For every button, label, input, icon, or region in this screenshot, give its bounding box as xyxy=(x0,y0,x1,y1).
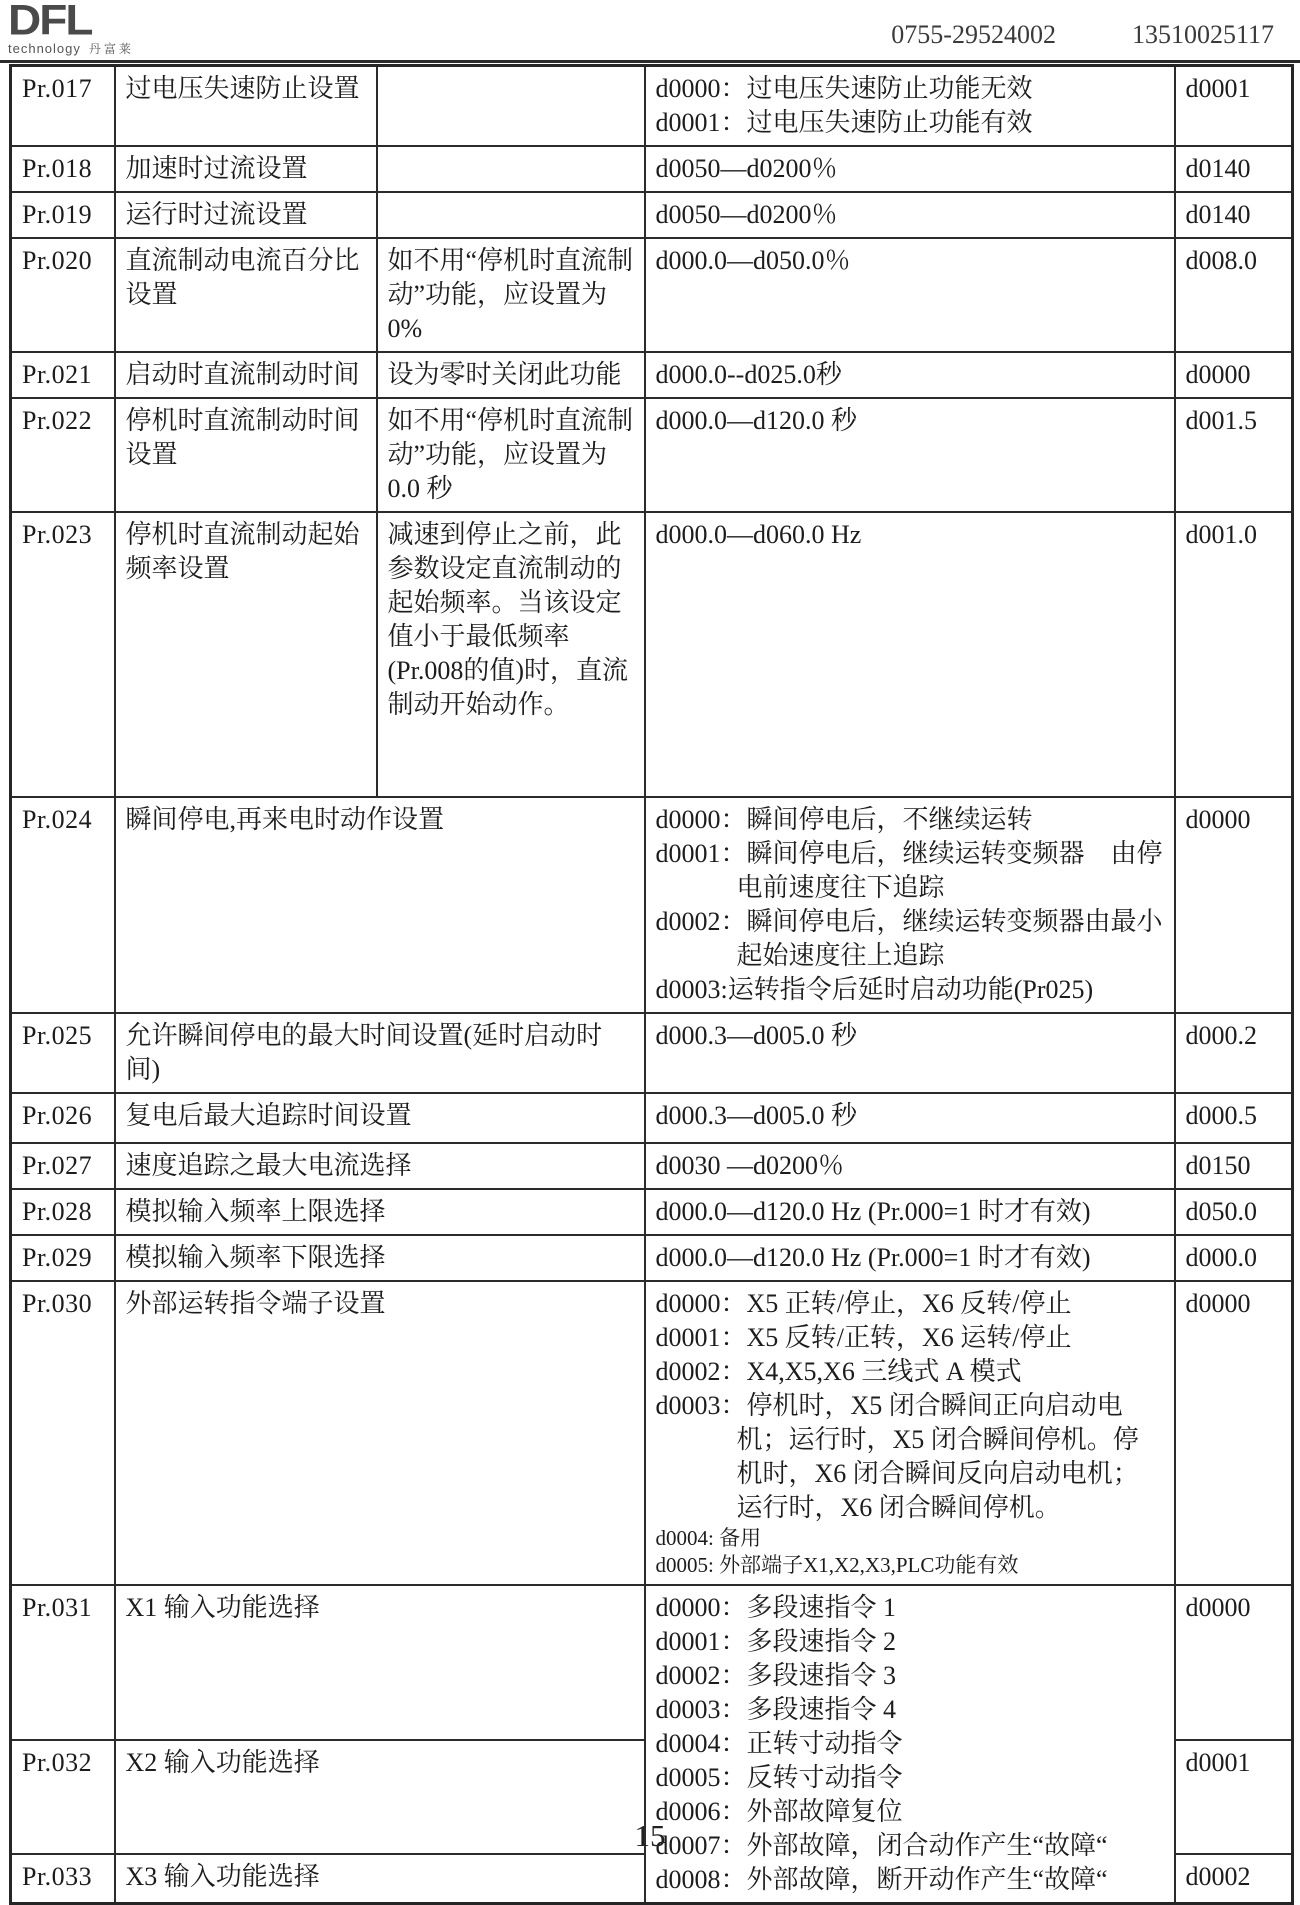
param-row-Pr.018 xyxy=(11,146,1293,192)
param-options xyxy=(645,398,1175,512)
param-options xyxy=(645,66,1175,147)
param-name: 停机时直流制动起始频率设置 xyxy=(115,512,377,797)
param-id: Pr.031 xyxy=(11,1585,115,1740)
param-default-value: d0000 xyxy=(1175,1281,1293,1585)
param-id: Pr.020 xyxy=(11,238,115,352)
option-line: d0008：外部故障，断开动作产生“故障“ xyxy=(655,1865,1108,1894)
option-line: d0007：外部故障，闭合动作产生“故障“ xyxy=(655,1831,1108,1860)
logo-tagline-en: technology xyxy=(8,41,81,56)
param-name: 复电后最大追踪时间设置 xyxy=(115,1093,645,1143)
param-options xyxy=(645,797,1175,1013)
option-line: d000.3—d005.0 秒 xyxy=(655,1101,858,1130)
option-line: d0001：过电压失速防止功能有效 xyxy=(655,108,1033,137)
param-default-value: d050.0 xyxy=(1175,1189,1293,1235)
param-id: Pr.028 xyxy=(11,1189,115,1235)
param-options xyxy=(645,146,1175,192)
param-row-Pr.027 xyxy=(11,1143,1293,1189)
option-line: d0002：X4,X5,X6 三线式 A 模式 xyxy=(655,1357,1022,1386)
param-options xyxy=(645,1013,1175,1093)
option-line: d000.0—d120.0 Hz (Pr.000=1 时才有效) xyxy=(655,1243,1091,1272)
param-default-value: d0140 xyxy=(1175,146,1293,192)
param-default-value: d000.0 xyxy=(1175,1235,1293,1281)
option-line: d0005：反转寸动指令 xyxy=(655,1763,903,1792)
param-row-Pr.019 xyxy=(11,192,1293,238)
param-name: 加速时过流设置 xyxy=(115,146,377,192)
param-row-Pr.028 xyxy=(11,1189,1293,1235)
parameter-table-body xyxy=(11,66,1293,1904)
param-options xyxy=(645,1093,1175,1143)
param-note xyxy=(377,146,645,192)
param-default-value: d000.2 xyxy=(1175,1013,1293,1093)
param-default-value: d000.5 xyxy=(1175,1093,1293,1143)
page-header xyxy=(0,0,1300,63)
param-default-value: d0001 xyxy=(1175,66,1293,147)
option-line: d0001：多段速指令 2 xyxy=(655,1627,897,1656)
param-row-Pr.021 xyxy=(11,352,1293,398)
page-footer xyxy=(0,1818,1300,1854)
param-default-value: d008.0 xyxy=(1175,238,1293,352)
param-name: 模拟输入频率上限选择 xyxy=(115,1189,645,1235)
param-options xyxy=(645,238,1175,352)
param-options xyxy=(645,512,1175,797)
param-row-Pr.030 xyxy=(11,1281,1293,1585)
param-row-Pr.031 xyxy=(11,1585,1293,1740)
param-note: 减速到停止之前，此参数设定直流制动的起始频率。当该设定值小于最低频率(Pr.008的值)时，直流制动开始动作。 xyxy=(377,512,645,797)
param-row-Pr.020 xyxy=(11,238,1293,352)
contact-phones xyxy=(891,20,1274,50)
param-default-value: d001.0 xyxy=(1175,512,1293,797)
param-default-value: d0000 xyxy=(1175,1585,1293,1740)
param-id: Pr.022 xyxy=(11,398,115,512)
option-line: d0001：X5 反转/正转，X6 运转/停止 xyxy=(655,1323,1072,1352)
param-name: 启动时直流制动时间 xyxy=(115,352,377,398)
param-default-value: d0000 xyxy=(1175,352,1293,398)
option-line: d0003:运转指令后延时启动功能(Pr025) xyxy=(655,975,1094,1004)
param-name: 允许瞬间停电的最大时间设置(延时启动时间) xyxy=(115,1013,645,1093)
param-options xyxy=(645,1281,1175,1585)
option-line: d0000：多段速指令 1 xyxy=(655,1593,897,1622)
option-line: d000.0—d050.0％ xyxy=(655,246,851,275)
option-line: d0002：多段速指令 3 xyxy=(655,1661,897,1690)
param-id: Pr.024 xyxy=(11,797,115,1013)
param-id: Pr.032 xyxy=(11,1740,115,1854)
option-line: d0001：瞬间停电后，继续运转变频器 由停电前速度往下追踪 xyxy=(655,839,1163,902)
param-id: Pr.027 xyxy=(11,1143,115,1189)
option-line: d0030 —d0200％ xyxy=(655,1151,845,1180)
param-note: 设为零时关闭此功能 xyxy=(377,352,645,398)
param-note xyxy=(377,192,645,238)
param-row-Pr.029 xyxy=(11,1235,1293,1281)
param-row-Pr.024 xyxy=(11,797,1293,1013)
param-row-Pr.017 xyxy=(11,66,1293,147)
param-name: 直流制动电流百分比设置 xyxy=(115,238,377,352)
param-default-value: d0002 xyxy=(1175,1854,1293,1904)
option-line: d0000：X5 正转/停止，X6 反转/停止 xyxy=(655,1289,1072,1318)
option-line: d0004: 备用 xyxy=(655,1526,762,1550)
param-note xyxy=(377,66,645,147)
param-id: Pr.026 xyxy=(11,1093,115,1143)
option-line: d0003：停机时，X5 闭合瞬间正向启动电机；运行时，X5 闭合瞬间停机。停机时，X6 闭合瞬间反向启动电机；运行时，X6 闭合瞬间停机。 xyxy=(655,1391,1139,1522)
param-default-value: d0150 xyxy=(1175,1143,1293,1189)
page-number: 15 xyxy=(634,1818,666,1853)
param-options xyxy=(645,352,1175,398)
phone-number-1: 0755-29524002 xyxy=(891,20,1056,49)
param-id: Pr.025 xyxy=(11,1013,115,1093)
option-line: d0000：瞬间停电后，不继续运转 xyxy=(655,805,1033,834)
param-name: 运行时过流设置 xyxy=(115,192,377,238)
param-id: Pr.023 xyxy=(11,512,115,797)
param-id: Pr.018 xyxy=(11,146,115,192)
option-line: d000.0—d120.0 秒 xyxy=(655,406,858,435)
param-options xyxy=(645,1143,1175,1189)
option-line: d0002：瞬间停电后，继续运转变频器由最小起始速度往上追踪 xyxy=(655,907,1163,970)
param-name: 模拟输入频率下限选择 xyxy=(115,1235,645,1281)
option-line: d0005: 外部端子X1,X2,X3,PLC功能有效 xyxy=(655,1553,1019,1577)
option-line: d000.0—d060.0 Hz xyxy=(655,520,862,549)
option-line: d0004：正转寸动指令 xyxy=(655,1729,903,1758)
param-options xyxy=(645,192,1175,238)
dfl-logo: DFL xyxy=(8,0,92,44)
param-id: Pr.030 xyxy=(11,1281,115,1585)
option-line: d0000：过电压失速防止功能无效 xyxy=(655,74,1033,103)
parameter-table-wrap xyxy=(9,64,1294,1905)
param-row-Pr.026 xyxy=(11,1093,1293,1143)
param-options xyxy=(645,1585,1175,1904)
param-name: 停机时直流制动时间设置 xyxy=(115,398,377,512)
param-default-value: d001.5 xyxy=(1175,398,1293,512)
param-default-value: d0140 xyxy=(1175,192,1293,238)
param-default-value: d0001 xyxy=(1175,1740,1293,1854)
phone-number-2: 13510025117 xyxy=(1131,20,1274,49)
param-name: X3 输入功能选择 xyxy=(115,1854,645,1904)
option-line: d0050—d0200％ xyxy=(655,200,838,229)
param-id: Pr.017 xyxy=(11,66,115,147)
company-logo xyxy=(8,0,134,57)
param-name: 外部运转指令端子设置 xyxy=(115,1281,645,1585)
param-row-Pr.022 xyxy=(11,398,1293,512)
param-name: 过电压失速防止设置 xyxy=(115,66,377,147)
logo-tagline-cn: 丹富莱 xyxy=(88,42,134,56)
param-options xyxy=(645,1189,1175,1235)
param-row-Pr.023 xyxy=(11,512,1293,797)
param-name: X1 输入功能选择 xyxy=(115,1585,645,1740)
param-id: Pr.029 xyxy=(11,1235,115,1281)
param-options xyxy=(645,1235,1175,1281)
param-note: 如不用“停机时直流制动”功能，应设置为 0% xyxy=(377,238,645,352)
param-id: Pr.019 xyxy=(11,192,115,238)
option-line: d0003：多段速指令 4 xyxy=(655,1695,897,1724)
param-name: 瞬间停电,再来电时动作设置 xyxy=(115,797,645,1013)
param-id: Pr.021 xyxy=(11,352,115,398)
param-row-Pr.025 xyxy=(11,1013,1293,1093)
option-line: d0050—d0200％ xyxy=(655,154,838,183)
parameter-table xyxy=(9,64,1294,1905)
param-name: X2 输入功能选择 xyxy=(115,1740,645,1854)
option-line: d0006：外部故障复位 xyxy=(655,1797,903,1826)
option-line: d000.0--d025.0秒 xyxy=(655,360,842,389)
param-note: 如不用“停机时直流制动”功能，应设置为 0.0 秒 xyxy=(377,398,645,512)
option-line: d000.3—d005.0 秒 xyxy=(655,1021,858,1050)
param-default-value: d0000 xyxy=(1175,797,1293,1013)
param-name: 速度追踪之最大电流选择 xyxy=(115,1143,645,1189)
option-line: d000.0—d120.0 Hz (Pr.000=1 时才有效) xyxy=(655,1197,1091,1226)
param-id: Pr.033 xyxy=(11,1854,115,1904)
